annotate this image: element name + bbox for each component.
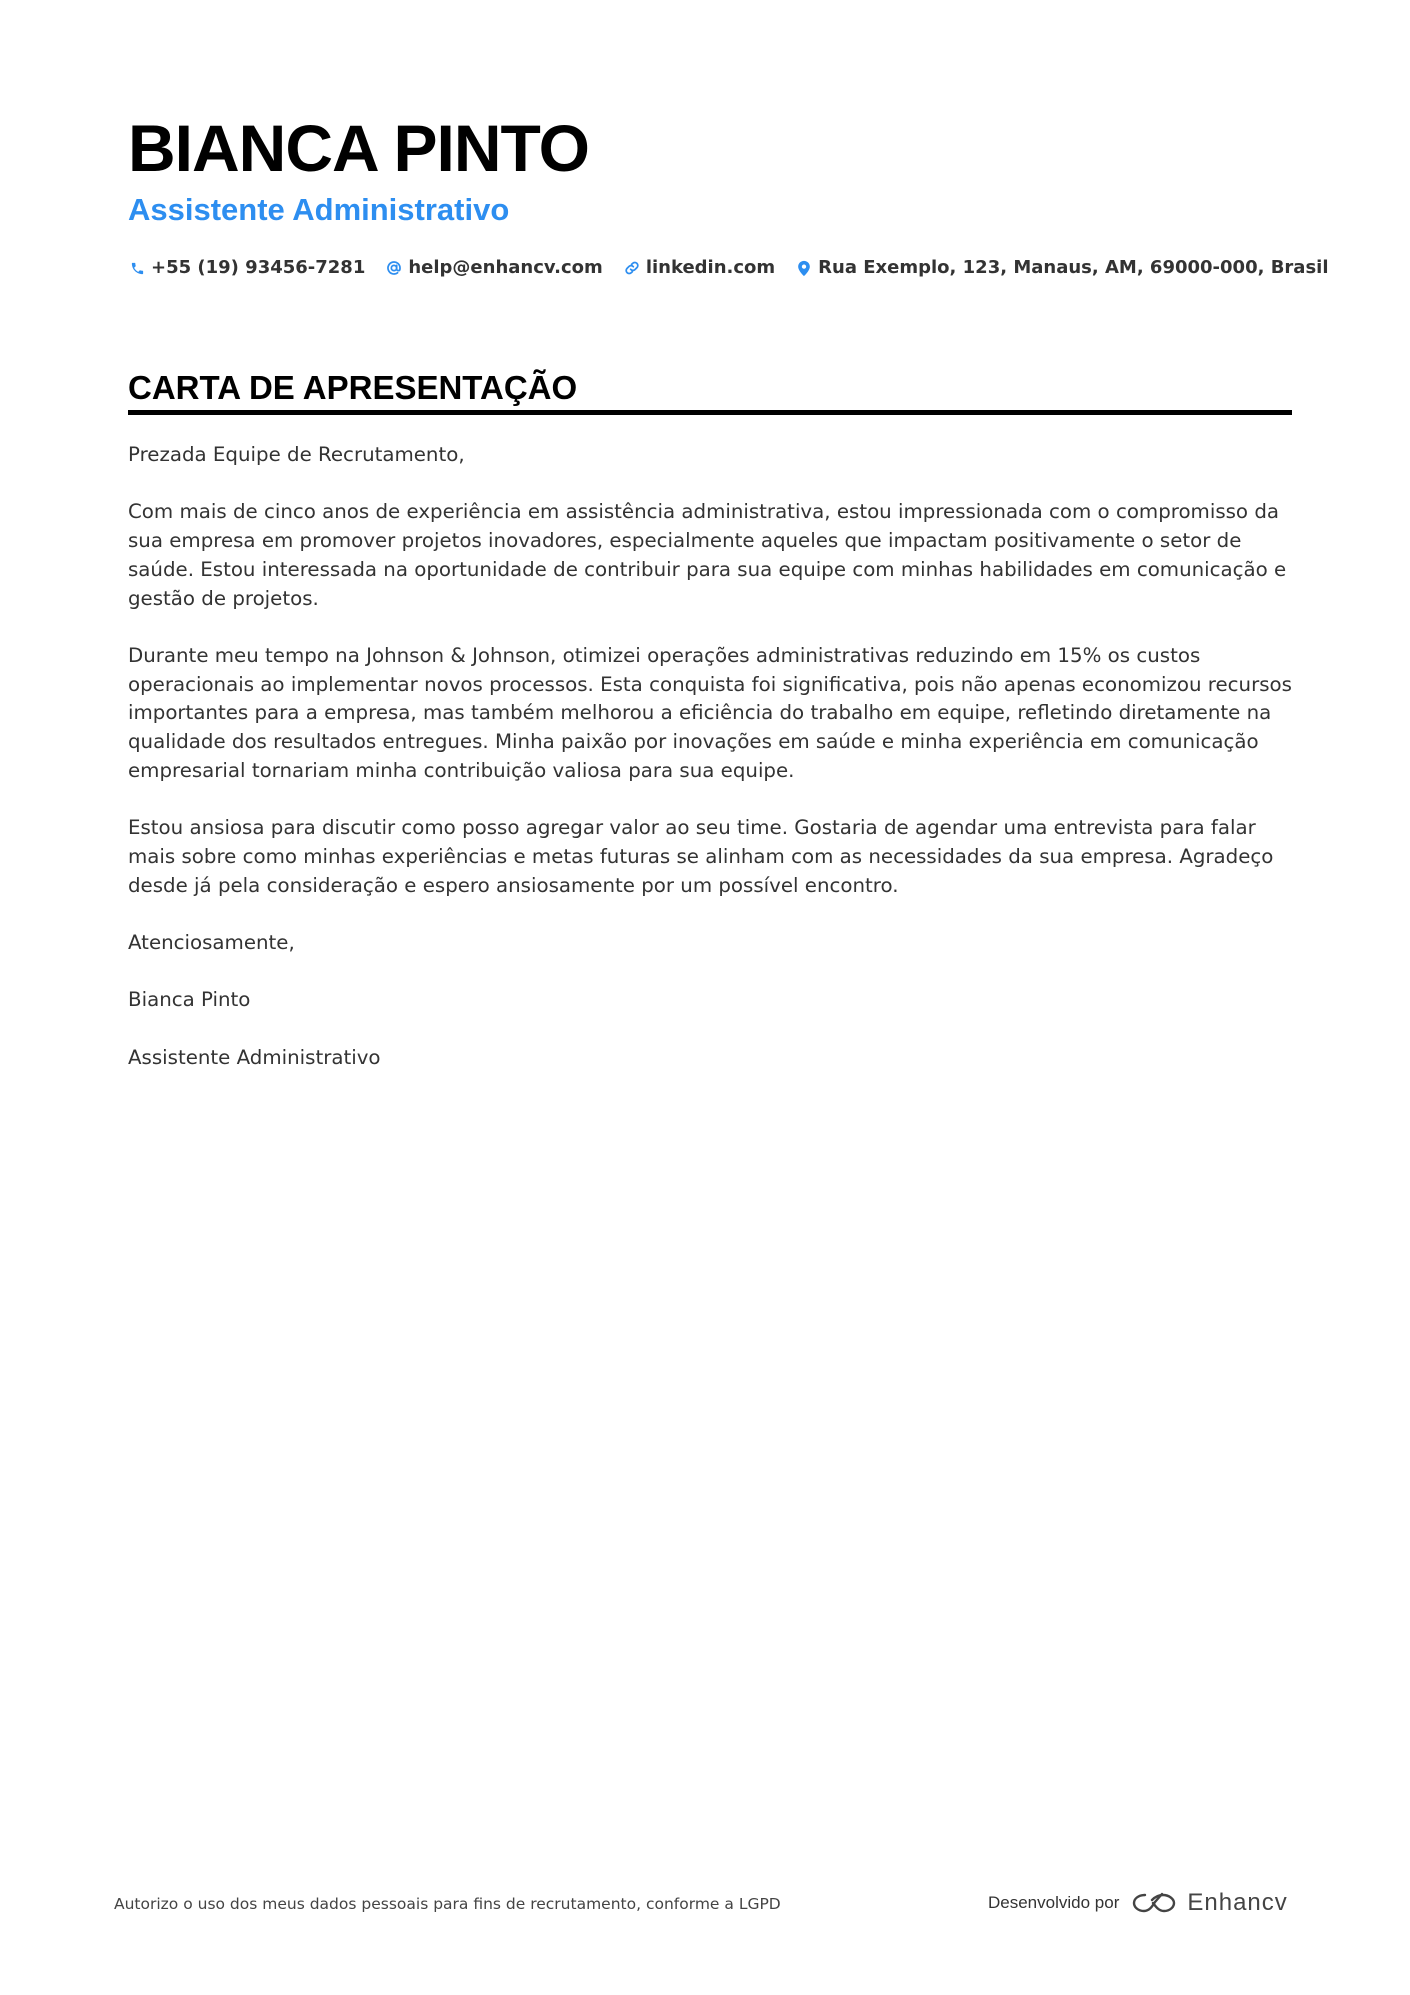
section-title: CARTA DE APRESENTAÇÃO (128, 369, 578, 406)
letter-closing: Atenciosamente, (128, 930, 295, 954)
location-pin-icon (795, 258, 813, 278)
contact-linkedin[interactable] (623, 254, 775, 282)
brand-name: Enhancv (1187, 1889, 1288, 1916)
candidate-job-title: Assistente Administrativo (128, 192, 510, 227)
phone-icon (128, 258, 146, 278)
footer-consent: Autorizo o uso dos meus dados pessoais para fins de recrutamento, conforme a LGPD (114, 1895, 781, 1913)
contact-address-text: Rua Exemplo, 123, Manaus, AM, 69000-000, Brasil (818, 257, 1329, 278)
contact-phone[interactable] (128, 254, 365, 282)
contact-email[interactable] (385, 254, 602, 282)
at-icon (385, 258, 403, 278)
section-divider (128, 410, 1292, 415)
letter-paragraph: Estou ansiosa para discutir como posso agregar valor ao seu time. Gostaria de agendar uma entrevista para falar mais sobre como minhas experiências e metas futuras se alinham com as necessidades da sua empresa. Agradeço desde já pela consideração e espero ansiosamente por um possível encontro. (128, 816, 1274, 897)
enhancv-logo-icon (1131, 1890, 1177, 1916)
contact-linkedin-text: linkedin.com (645, 257, 776, 278)
letter-paragraph: Com mais de cinco anos de experiência em assistência administrativa, estou impressionada com o compromisso da sua empresa em promover projetos inovadores, especialmente aqueles que impactam positivamente o setor de saúde. Estou interessada na oportunidade de contribuir para sua equipe com minhas habilidades em comunicação e gestão de projetos. (128, 500, 1287, 610)
candidate-name: BIANCA PINTO (128, 111, 590, 185)
footer-branding[interactable] (988, 1886, 1288, 1920)
letter-paragraph: Durante meu tempo na Johnson & Johnson, otimizei operações administrativas reduzindo em 15% os custos operacionais ao implementar novos processos. Esta conquista foi significativa, pois não apenas economizou recursos importantes para a empresa, mas também melhorou a eficiência do trabalho em equipe, refletindo diretamente na qualidade dos resultados entregues. Minha paixão por inovações em saúde e minha experiência em comunicação empresarial tornariam minha contribuição valiosa para sua equipe. (128, 643, 1292, 782)
letter-body (128, 441, 1296, 1101)
letter-salutation: Prezada Equipe de Recrutamento, (128, 443, 465, 466)
contact-bar (128, 253, 1329, 283)
signature-name: Bianca Pinto (128, 988, 251, 1012)
powered-by-label: Desenvolvido por (988, 1893, 1120, 1912)
link-icon (623, 258, 641, 278)
signature-title: Assistente Administrativo (128, 1045, 381, 1069)
contact-address (795, 254, 1328, 282)
contact-phone-text: +55 (19) 93456-7281 (151, 257, 366, 278)
contact-email-text: help@enhancv.com (408, 257, 603, 278)
